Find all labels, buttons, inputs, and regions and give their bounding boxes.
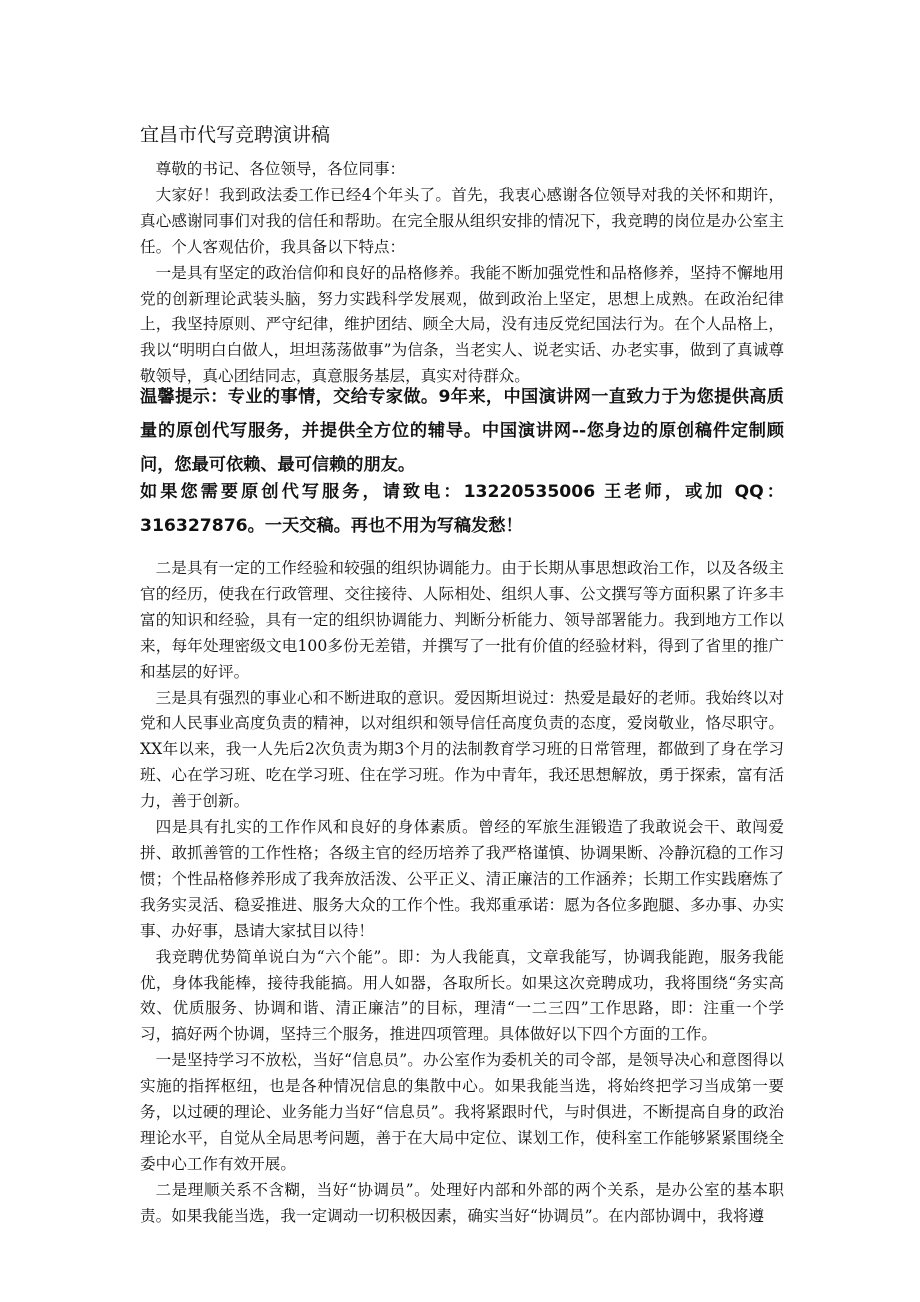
body-section-bottom: [140, 556, 784, 1230]
point-three-paragraph: 三是具有强烈的事业心和不断进取的意识。爱因斯坦说过：热爱是最好的老师。我始终以对党和人民事业高度负责的精神，以对组织和领导信任高度负责的态度，爱岗敬业，恪尽职守。XX年以来，我一人先后2次负责为期3个月的法制教育学习班的日常管理，都做到了身在学习班、心在学习班、吃在学习班、住在学习班。作为中青年，我还思想解放，勇于探索，富有活力，善于创新。: [140, 688, 784, 811]
point-four-paragraph: 四是具有扎实的工作作风和良好的身体素质。曾经的军旅生涯锻造了我敢说会干、敢闯爱拼、敢抓善管的工作性格；各级主官的经历培养了我严格谨慎、协调果断、冷静沉稳的工作习惯；个性品格修养形成了我奔放活泼、公平正义、清正廉洁的工作涵养；长期工作实践磨炼了我务实灵活、稳妥推进、服务大众的工作个性。我郑重承诺：愿为各位多跑腿、多办事、办实事、办好事，恳请大家拭目以待！: [140, 818, 784, 940]
opening-paragraph: 大家好！我到政法委工作已经4个年头了。首先，我衷心感谢各位领导对我的关怀和期许，真心感谢同事们对我的信任和帮助。在完全服从组织安排的情况下，我竞聘的岗位是办公室主任。个人客观估价，我具备以下特点：: [140, 185, 784, 256]
document-title: 宜昌市代写竞聘演讲稿: [140, 124, 331, 146]
salutation-paragraph: 尊敬的书记、各位领导，各位同事：: [155, 160, 406, 178]
promo-notice: 温馨提示：专业的事情，交给专家做。9年来，中国演讲网一直致力于为您提供高质量的原创代写服务，并提供全方位的辅导。中国演讲网--您身边的原创稿件定制顾问，您最可依赖、最可信赖的朋友。: [140, 387, 784, 475]
point-two-paragraph: 二是具有一定的工作经验和较强的组织协调能力。由于长期从事思想政治工作，以及各级主官的经历，使我在行政管理、交往接待、人际相处、组织人事、公文撰写等方面积累了许多丰富的知识和经验，具有一定的组织协调能力、判断分析能力、领导部署能力。我到地方工作以来，每年处理密级文电100多份无差错，并撰写了一批有价值的经验材料，得到了省里的推广和基层的好评。: [140, 559, 784, 681]
point-one-paragraph: 一是具有坚定的政治信仰和良好的品格修养。我能不断加强党性和品格修养，坚持不懈地用党的创新理论武装头脑，努力实践科学发展观，做到政治上坚定，思想上成熟。在政治纪律上，我坚持原则、严守纪律，维护团结、顾全大局，没有违反党纪国法行为。在个人品格上，我以“明明白白做人，坦坦荡荡做事”为信条，当老实人、说老实话、办老实事，做到了真诚尊敬领导，真心团结同志，真意服务基层，真实对待群众。: [140, 263, 784, 386]
contact-notice: 如果您需要原创代写服务，请致电：13220535006 王老师，或加 QQ：316327876。一天交稿。再也不用为写稿发愁！: [140, 482, 784, 536]
six-abilities-paragraph: 我竞聘优势简单说白为“六个能”。即：为人我能真，文章我能写，协调我能跑，服务我能优，身体我能棒，接待我能搞。用人如器，各取所长。如果这次竞聘成功，我将围绕“务实高效、优质服务、协调和谐、清正廉洁”的目标，理清“一二三四”工作思路，即：注重一个学习，搞好两个协调，坚持三个服务，推进四项管理。具体做好以下四个方面的工作。: [140, 947, 784, 1044]
plan-one-paragraph: 一是坚持学习不放松，当好“信息员”。办公室作为委机关的司令部，是领导决心和意图得以实施的指挥枢纽，也是各种情况信息的集散中心。如果我能当选，将始终把学习当成第一要务，以过硬的理论、业务能力当好“信息员”。我将紧跟时代，与时俱进，不断提高自身的政治理论水平，自觉从全局思考问题，善于在大局中定位、谋划工作，使科室工作能够紧紧围绕全委中心工作有效开展。: [140, 1051, 784, 1173]
body-section-top: [140, 157, 784, 390]
plan-two-paragraph: 二是理顺关系不含糊，当好“协调员”。处理好内部和外部的两个关系，是办公室的基本职责。如果我能当选，我一定调动一切积极因素，确实当好“协调员”。在内部协调中，我将遵: [140, 1180, 784, 1225]
